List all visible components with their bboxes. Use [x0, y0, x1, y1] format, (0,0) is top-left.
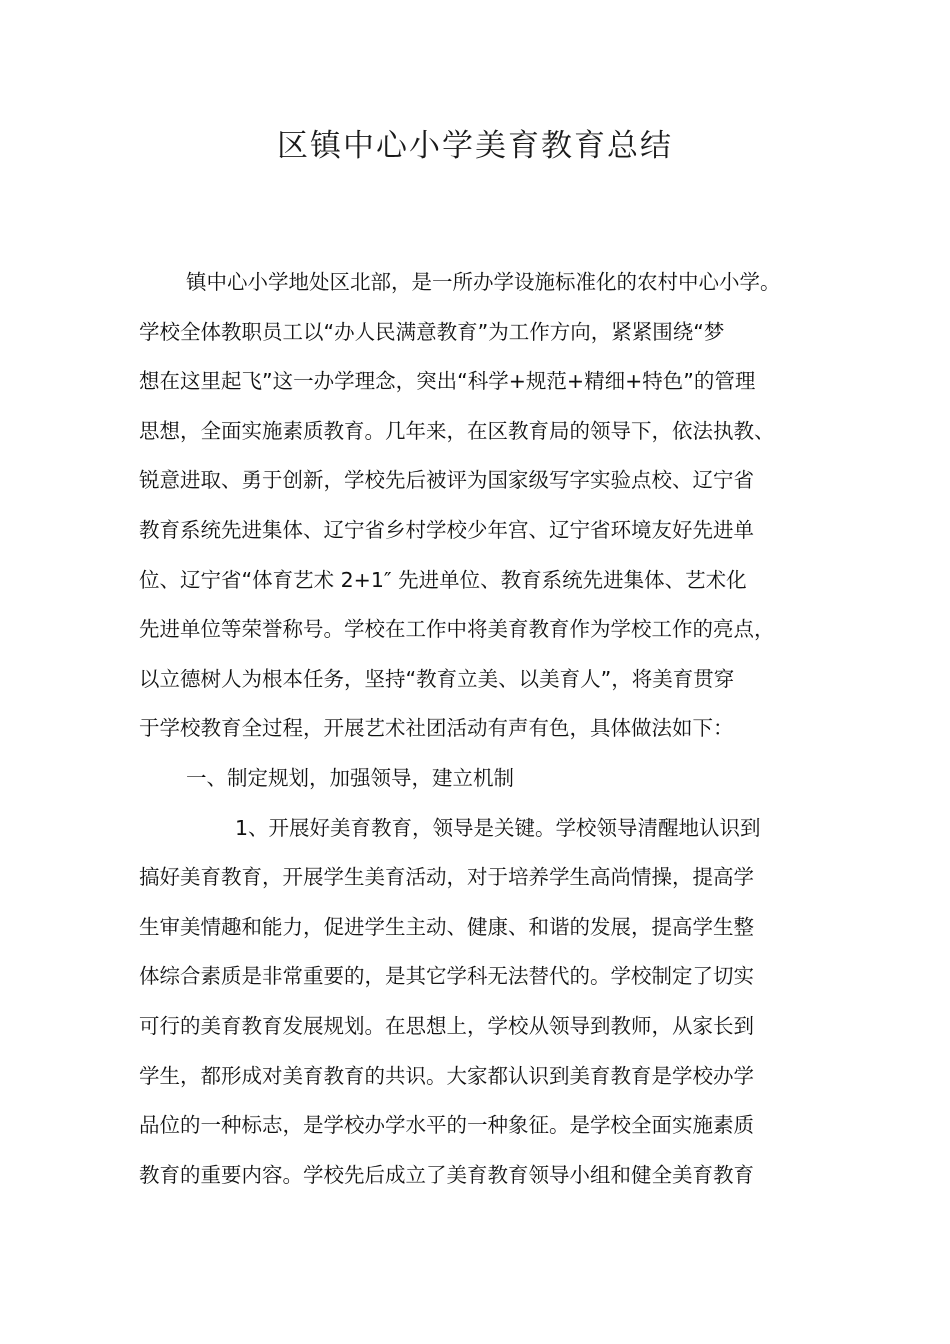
document-title: 区镇中心小学美育教育总结 [277, 128, 673, 164]
paragraph-line: 品位的一种标志，是学校办学水平的一种象征。是学校全面实施素质 [139, 1113, 754, 1138]
paragraph-line: 思想，全面实施素质教育。几年来，在区教育局的领导下，依法执教、 [139, 418, 775, 443]
paragraph-line: 于学校教育全过程，开展艺术社团活动有声有色，具体做法如下： [139, 716, 734, 741]
paragraph-line: 镇中心小学地处区北部，是一所办学设施标准化的农村中心小学。 [186, 270, 781, 294]
paragraph-line: 生审美情趣和能力，促进学生主动、健康、和谐的发展，提高学生整 [139, 914, 754, 939]
paragraph-line: 想在这里起飞”这一办学理念，突出“科学+规范+精细+特色”的管理 [139, 369, 756, 394]
paragraph-line: 体综合素质是非常重要的，是其它学科无法替代的。学校制定了切实 [139, 964, 754, 989]
paragraph-line: 以立德树人为根本任务，坚持“教育立美、以美育人”，将美育贯穿 [139, 666, 735, 691]
paragraph-line: 教育系统先进集体、辽宁省乡村学校少年宫、辽宁省环境友好先进单 [139, 517, 754, 542]
paragraph-line: 锐意进取、勇于创新，学校先后被评为国家级写字实验点校、辽宁省 [139, 468, 754, 493]
paragraph-line: 可行的美育教育发展规划。在思想上，学校从领导到教师，从家长到 [139, 1013, 754, 1038]
paragraph-line: 学生，都形成对美育教育的共识。大家都认识到美育教育是学校办学 [139, 1063, 754, 1088]
paragraph-line: 1、开展好美育教育，领导是关键。学校领导清醒地认识到 [235, 815, 761, 840]
document-body [139, 258, 839, 1200]
paragraph-line: 位、辽宁省“体育艺术 2+1″ 先进单位、教育系统先进集体、艺术化 [139, 567, 747, 592]
paragraph-line: 学校全体教职员工以“办人民满意教育”为工作方向，紧紧围绕“梦 [139, 319, 725, 344]
section-heading: 一、制定规划，加强领导，建立机制 [186, 765, 514, 790]
paragraph-line: 搞好美育教育，开展学生美育活动，对于培养学生高尚情操，提高学 [139, 865, 754, 890]
paragraph-line: 教育的重要内容。学校先后成立了美育教育领导小组和健全美育教育 [139, 1162, 754, 1187]
paragraph-line: 先进单位等荣誉称号。学校在工作中将美育教育作为学校工作的亮点， [139, 617, 775, 642]
